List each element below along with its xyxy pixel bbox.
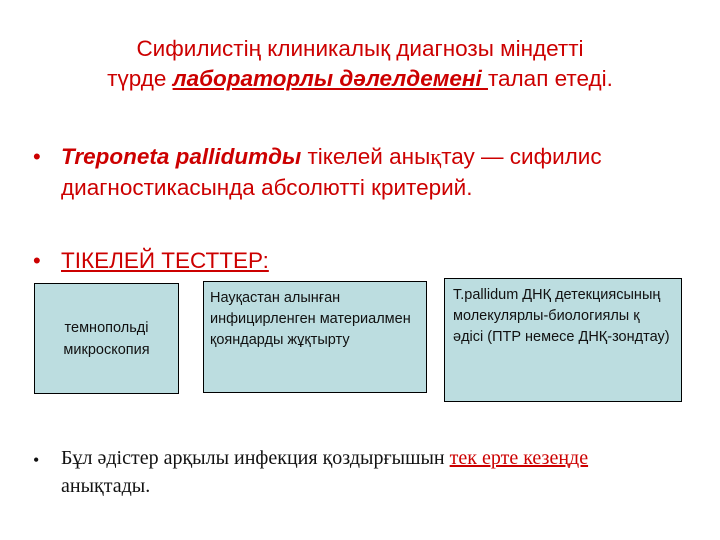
bullet-text bbox=[61, 444, 673, 500]
box2-text: Науқастан алынған инфицирленген материалмен қояндарды жұқтырту bbox=[210, 290, 411, 348]
title-line2-pre: түрде bbox=[107, 66, 173, 91]
bullet-text bbox=[61, 141, 673, 203]
bullet-dot: • bbox=[33, 450, 40, 470]
test-box-darkfield bbox=[34, 283, 179, 394]
bullet-rest-c: тау — сифилис диагностикасында абсолютті критерий. bbox=[61, 144, 602, 200]
bullet3-pre: Бұл әдістер арқылы инфекция қоздырғышын bbox=[61, 447, 450, 469]
title-line1: Сифилистің клиникалық диагнозы міндетті bbox=[136, 36, 584, 61]
bullet-dot: • bbox=[33, 144, 41, 169]
box3-text: T.pallidum ДНҚ детекциясының молекулярлы-биологиялы қ әдісі (ПТР немесе ДНҚ-зондтау) bbox=[453, 287, 670, 345]
slide-title bbox=[30, 34, 690, 94]
bullet3-post: анықтады. bbox=[61, 475, 151, 497]
bullet-rest-a: тікелей аны bbox=[301, 144, 431, 169]
title-emphasis: лабораторлы дәлелдемені bbox=[172, 66, 488, 91]
test-box-rabbit-infection bbox=[203, 281, 427, 393]
box1-text: темнопольді микроскопия bbox=[63, 319, 150, 358]
title-line2-post: талап етеді. bbox=[487, 66, 613, 91]
test-box-dna-detection bbox=[444, 278, 682, 402]
bullet-dot: • bbox=[33, 248, 41, 273]
bullet3-highlight: тек ерте кезеңде bbox=[449, 447, 589, 469]
bullet-rest-b: қ bbox=[430, 144, 442, 169]
direct-tests-heading: ТІКЕЛЕЙ ТЕСТТЕР: bbox=[61, 248, 269, 273]
bullet-lead: Treponeta pallidumды bbox=[61, 144, 302, 169]
